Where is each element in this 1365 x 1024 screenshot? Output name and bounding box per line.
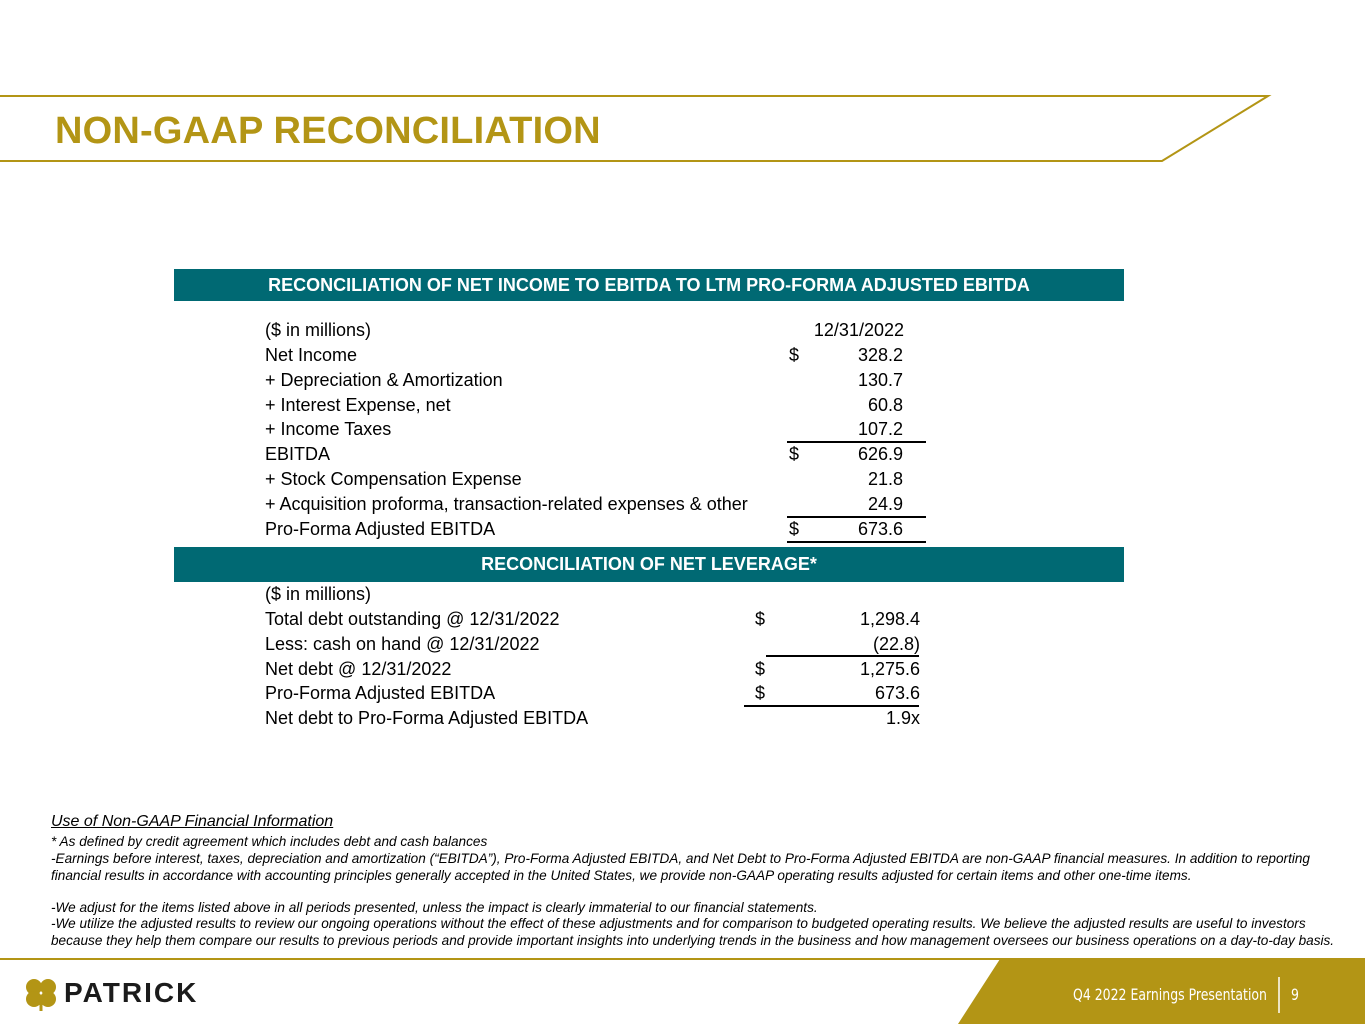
- company-logo-text: PATRICK: [64, 977, 199, 1008]
- table1-row: [0, 417, 1365, 442]
- table1-row-label: Pro-Forma Adjusted EBITDA: [265, 518, 496, 539]
- table2-unit-row: [0, 582, 1365, 607]
- table1-row-label: + Depreciation & Amortization: [265, 369, 503, 390]
- table1-row-label: Net Income: [265, 345, 358, 365]
- table1-underline-total: [787, 541, 926, 543]
- table1-underline-other: [787, 516, 926, 518]
- table1-row-label: + Acquisition proforma, transaction-related expenses & other: [265, 493, 748, 514]
- table1-row-label: + Interest Expense, net: [265, 394, 451, 415]
- table2-row-dollar: $: [755, 683, 766, 704]
- shamrock-logo-icon: [22, 978, 60, 1012]
- table1-row: [0, 368, 1365, 393]
- footer-presentation-title: Q4 2022 Earnings Presentation: [1073, 985, 1267, 1004]
- table1-row-value: 24.9: [867, 493, 903, 514]
- table2-row: [0, 681, 1365, 706]
- table1-row: [0, 343, 1365, 368]
- footnote-title: Use of Non-GAAP Financial Information: [51, 813, 334, 830]
- table2-row-label: Pro-Forma Adjusted EBITDA: [265, 683, 496, 704]
- table1-row-dollar: $: [789, 345, 800, 365]
- table1-row-value: 673.6: [857, 518, 903, 539]
- table1-unit-row: [0, 318, 1365, 343]
- table2-row-label: Less: cash on hand @ 12/31/2022: [265, 633, 540, 654]
- table1-row: [0, 467, 1365, 492]
- table2-row-value: 1,298.4: [859, 609, 920, 629]
- table1-row-label: + Income Taxes: [265, 419, 392, 440]
- table2-row-label: Total debt outstanding @ 12/31/2022: [265, 609, 560, 629]
- table2-row-value: 1.9x: [885, 708, 920, 729]
- table2-row-value: 673.6: [874, 683, 920, 704]
- table1-row: [0, 442, 1365, 467]
- table1-row-label: EBITDA: [265, 444, 331, 465]
- table2-row: [0, 607, 1365, 632]
- footnote-line3: -We utilize the adjusted results to review our ongoing operations without the effect of these adjustments and for comparison to budgeted operating results. We believe the adjusted results are useful to investors because they help them compare our results to previous periods and provide important insights into underlying trends in the business and how management oversees our business operations on a day-to-day basis.: [51, 916, 1335, 948]
- table1-row-value: 328.2: [857, 345, 903, 365]
- footnote-asterisk: * As defined by credit agreement which includes debt and cash balances: [51, 834, 488, 849]
- table1-row-value: 60.8: [867, 394, 903, 415]
- table1-header: RECONCILIATION OF NET INCOME TO EBITDA TO LTM PRO-FORMA ADJUSTED EBITDA: [174, 269, 1124, 301]
- footer-page-number: 9: [1291, 985, 1299, 1004]
- table1-row: [0, 517, 1365, 542]
- table1-row: [0, 393, 1365, 418]
- table1-unit-label: ($ in millions): [265, 320, 372, 340]
- footnote-line2: -We adjust for the items listed above in all periods presented, unless the impact is clearly immaterial to our financial statements.: [51, 900, 818, 915]
- table1-row-value: 107.2: [857, 419, 903, 440]
- table2-unit-label: ($ in millions): [265, 584, 372, 604]
- table2-row-label: Net debt @ 12/31/2022: [265, 658, 452, 679]
- table2-row-dollar: $: [755, 609, 766, 629]
- table2-row: [0, 706, 1365, 731]
- table1-row-value: 130.7: [857, 369, 903, 390]
- footnote-line1: -Earnings before interest, taxes, depreciation and amortization (“EBITDA”), Pro-Forma Adjusted EBITDA, and Net Debt to Pro-Forma Adjusted EBITDA are non-GAAP financial measures. In addition to reporting financial results in accordance with accounting principles generally accepted in the United States, we provide non-GAAP operating results adjusted for certain items and other one-time items.: [51, 851, 1310, 883]
- table2-row-dollar: $: [755, 658, 766, 679]
- table2-row-value: (22.8): [872, 633, 920, 654]
- page-title: NON-GAAP RECONCILIATION: [55, 110, 601, 152]
- table2-row-label: Net debt to Pro-Forma Adjusted EBITDA: [265, 708, 589, 729]
- table1-column-header: 12/31/2022: [813, 320, 904, 340]
- table2-row: [0, 657, 1365, 682]
- table1-row-dollar: $: [789, 444, 800, 465]
- table1-row: [0, 492, 1365, 517]
- table1-row-dollar: $: [789, 518, 800, 539]
- table1-row-value: 626.9: [857, 444, 903, 465]
- table2-underline-cash: [766, 655, 919, 657]
- table1-row-value: 21.8: [867, 469, 903, 489]
- table1-row-label: + Stock Compensation Expense: [265, 469, 522, 489]
- table1-underline-taxes: [787, 441, 926, 443]
- table2-row-value: 1,275.6: [859, 658, 920, 679]
- table2-header: RECONCILIATION OF NET LEVERAGE*: [174, 547, 1124, 582]
- table2-underline-ebitda: [744, 705, 919, 707]
- table2-row: [0, 632, 1365, 657]
